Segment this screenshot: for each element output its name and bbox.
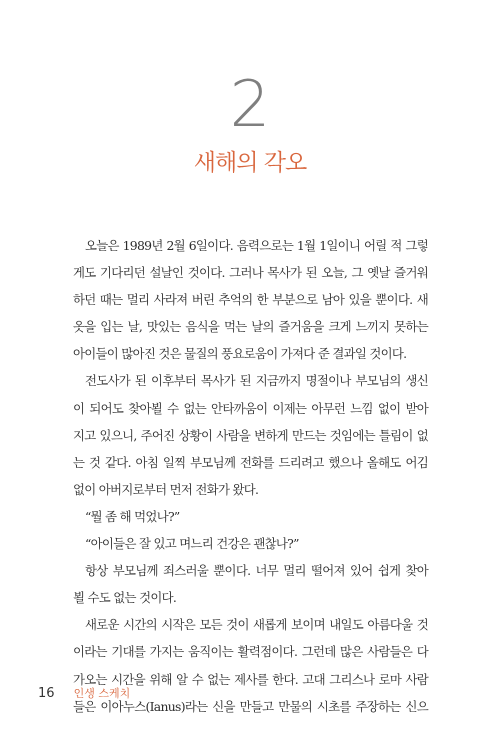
text-line: 없이 아버지로부터 먼저 전화가 왔다. <box>73 481 259 497</box>
text-line: 아이들이 많아진 것은 물질의 풍요로움이 가져다 준 결과일 것이다. <box>73 346 407 362</box>
body-text <box>73 232 428 720</box>
text-line: 게도 기다리던 설날인 것이다. 그러나 목사가 된 오늘, 그 옛날 즐거워 <box>73 265 428 281</box>
text-line: 는 것 같다. 아침 일찍 부모님께 전화를 드리려고 했으나 올해도 어김 <box>73 454 428 470</box>
text-line: 지고 있으니, 주어진 상황이 사람을 변하게 만드는 것임에는 틀림이 없 <box>73 427 428 443</box>
chapter-title: 새해의 각오 <box>193 150 307 176</box>
book-title: 인생 스케치 <box>73 687 131 700</box>
text-line: 뵐 수도 없는 것이다. <box>73 590 177 606</box>
text-line: 오늘은 1989년 2월 6일이다. 음력으로는 1월 1일이니 어릴 적 그렇 <box>85 238 428 253</box>
text-line: 새로운 시간의 시작은 모든 것이 새롭게 보이며 내일도 아름다울 것 <box>85 617 428 633</box>
text-line: 들은 이아누스(Ianus)라는 신을 만들고 만물의 시초를 주장하는 신으 <box>73 698 428 714</box>
text-line: 항상 부모님께 죄스러울 뿐이다. 너무 멀리 떨어져 있어 쉽게 찾아 <box>85 563 428 579</box>
text-line: 옷을 입는 날, 맛있는 음식을 먹는 날의 즐거움을 크게 느끼지 못하는 <box>73 319 428 335</box>
text-line: 하던 때는 멀리 사라져 버린 추억의 한 부분으로 남아 있을 뿐이다. 새 <box>73 292 428 308</box>
page-footer <box>38 682 130 701</box>
chapter-number: 2 <box>229 68 271 142</box>
text-line: “뭘 좀 해 먹었나?” <box>85 508 180 524</box>
text-line: “아이들은 잘 있고 며느리 건강은 괜찮나?” <box>85 536 299 552</box>
text-line: 전도사가 된 이후부터 목사가 된 지금까지 명절이나 부모님의 생신 <box>85 373 428 389</box>
text-line: 이라는 기대를 가지는 움직이는 활력점이다. 그런데 많은 사람들은 다 <box>73 644 428 660</box>
page-number: 16 <box>38 686 55 701</box>
text-line: 이 되어도 찾아뵐 수 없는 안타까움이 이제는 아무런 느낌 없이 받아 <box>73 400 428 416</box>
text-line: 가오는 시간을 위해 알 수 없는 제사를 한다. 고대 그리스나 로마 사람 <box>73 671 428 687</box>
